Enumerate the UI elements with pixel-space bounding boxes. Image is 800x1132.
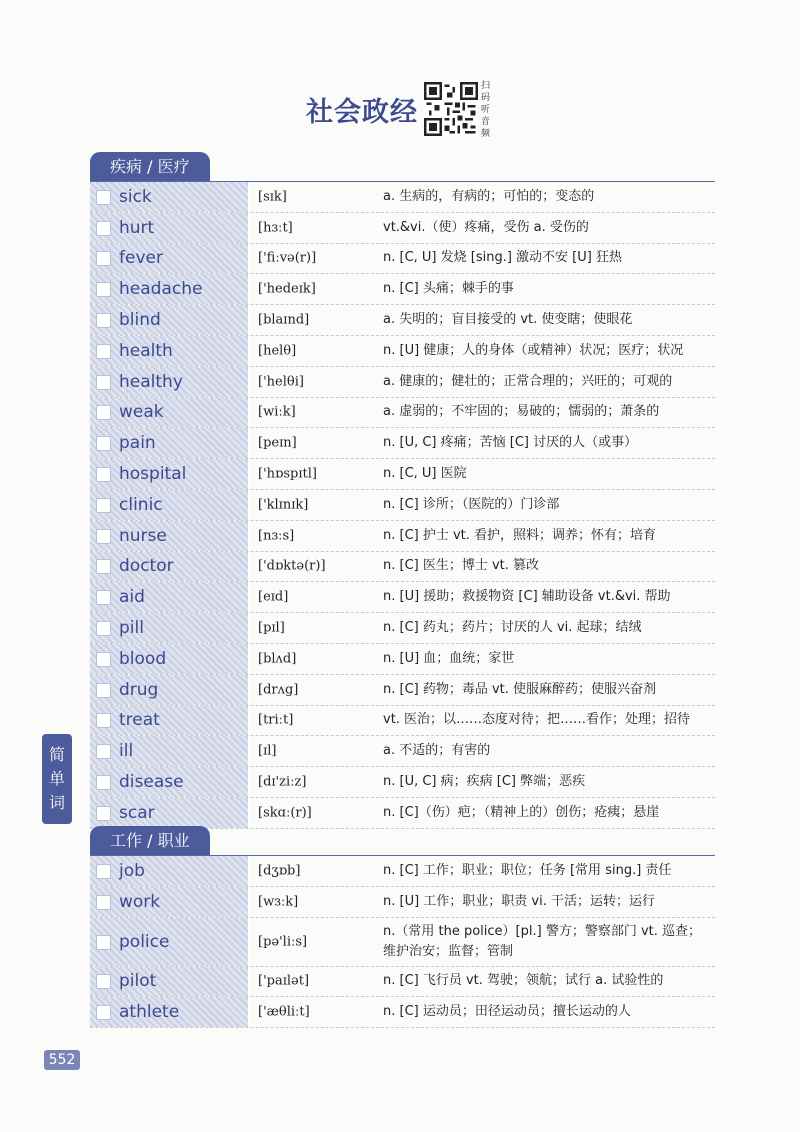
phonetic: [pɪl] [258,620,285,636]
definition: n. [U, C] 疼痛；苦恼 [C] 讨厌的人（或事） [383,435,638,451]
page-title: 社会政经 [306,97,418,128]
side-tab-char: 词 [48,793,65,812]
vocab-word: fever [119,248,163,269]
phonetic: [dɪ'ziːz] [258,774,307,790]
vocab-word: job [119,860,145,881]
word-cell [90,856,250,886]
definition: n. [U, C] 病；疾病 [C] 弊端；恶疾 [383,774,586,790]
vocab-word: weak [119,402,164,423]
vocab-word: nurse [119,525,167,546]
definition: n. [C, U] 发烧 [sing.] 激动不安 [U] 狂热 [383,250,622,266]
definition: n. [C] 飞行员 vt. 驾驶；领航；试行 a. 试验性的 [383,973,664,989]
phonetic: [dʒɒb] [258,863,301,879]
word-cell [90,552,250,582]
vocab-word: headache [119,279,203,300]
word-cell [90,244,250,274]
definition: n. [C] 工作；职业；职位；任务 [常用 sing.] 责任 [383,862,672,878]
vocab-word: pain [119,433,156,454]
checkbox[interactable] [96,559,111,574]
phonetic: [hɜːt] [258,220,293,236]
vocab-row [90,367,715,398]
word-cell [90,706,250,736]
word-cell [90,274,250,304]
definition: n. [C] 运动员；田径运动员；擅长运动的人 [383,1004,631,1020]
checkbox[interactable] [96,713,111,728]
checkbox[interactable] [96,405,111,420]
vocab-word: hospital [119,464,187,485]
checkbox[interactable] [96,313,111,328]
word-cell [90,887,250,917]
vocab-row [90,521,715,552]
checkbox[interactable] [96,498,111,513]
definition: n. [C, U] 医院 [383,466,467,482]
vocab-word: blind [119,310,161,331]
vocab-word: hurt [119,217,155,238]
checkbox[interactable] [96,221,111,236]
checkbox[interactable] [96,190,111,205]
vocab-row [90,997,715,1028]
checkbox[interactable] [96,744,111,759]
phonetic: ['æθliːt] [258,1004,310,1020]
qr-code-icon [424,82,478,136]
section-header: 工作 / 职业 [90,826,210,856]
vocab-word: scar [119,802,155,823]
checkbox[interactable] [96,282,111,297]
vocab-word: doctor [119,556,174,577]
definition: a. 生病的，有病的；可怕的；变态的 [383,188,595,204]
side-tab-simple-words [42,734,72,824]
phonetic: [drʌg] [258,682,299,698]
word-cell [90,675,250,705]
checkbox[interactable] [96,529,111,544]
phonetic: [wɜːk] [258,894,299,910]
phonetic: [ɪl] [258,743,277,759]
checkbox[interactable] [96,652,111,667]
side-tab-char: 单 [48,769,65,788]
definition: n. [C]（伤）疤；（精神上的）创伤；疮痍；悬崖 [383,804,660,820]
vocab-row [90,244,715,275]
vocab-word: healthy [119,371,183,392]
vocab-word: treat [119,710,160,731]
word-cell [90,459,250,489]
checkbox[interactable] [96,436,111,451]
vocab-row [90,552,715,583]
phonetic: ['hɒspɪtl] [258,466,317,482]
phonetic: [triːt] [258,712,294,728]
word-cell [90,798,250,828]
phonetic: [wiːk] [258,404,296,420]
checkbox[interactable] [96,974,111,989]
phonetic: [helθ] [258,343,297,359]
definition: n. [U] 援助；救援物资 [C] 辅助设备 vt.&vi. 帮助 [383,589,671,605]
vocab-row [90,336,715,367]
definition: vt. 医治；以……态度对待；把……看作；处理；招待 [383,712,691,728]
phonetic: [sɪk] [258,189,287,205]
vocab-word: work [119,891,161,912]
vocab-row [90,767,715,798]
vocab-row [90,675,715,706]
vocab-word: blood [119,648,167,669]
vocab-row [90,305,715,336]
vocab-row [90,274,715,305]
vocab-word: ill [119,741,134,762]
phonetic: [blaɪnd] [258,312,310,328]
vocab-word: pill [119,618,144,639]
side-tab-char: 简 [48,745,65,764]
vocab-row [90,459,715,490]
vocab-row [90,918,715,967]
vocab-row [90,182,715,213]
definition: a. 不适的；有害的 [383,743,491,759]
vocab-word: police [119,931,170,952]
definition: a. 健康的；健壮的；正常合理的；兴旺的；可观的 [383,373,673,389]
checkbox[interactable] [96,683,111,698]
vocab-word: drug [119,679,159,700]
definition: n. [U] 血；血统；家世 [383,650,515,666]
vocab-row [90,706,715,737]
definition: n. [C] 药物；毒品 vt. 使服麻醉药；使服兴奋剂 [383,681,657,697]
phonetic: ['fiːvə(r)] [258,250,317,266]
checkbox[interactable] [96,375,111,390]
definition: n. [U] 健康；人的身体（或精神）状况；医疗；状况 [383,342,684,358]
checkbox[interactable] [96,621,111,636]
word-cell [90,736,250,766]
vocab-word: pilot [119,971,157,992]
word-cell [90,182,250,212]
vocab-word: athlete [119,1002,180,1023]
page-number: 552 [44,1050,80,1070]
checkbox[interactable] [96,467,111,482]
definition: n. [C] 头痛；棘手的事 [383,281,514,297]
word-cell [90,767,250,797]
vocab-row [90,887,715,918]
checkbox[interactable] [96,806,111,821]
vocab-row [90,490,715,521]
phonetic: [nɜːs] [258,528,295,544]
checkbox[interactable] [96,775,111,790]
qr-caption: 扫码听音频 [481,81,491,139]
definition: vt.&vi.（使）疼痛，受伤 a. 受伤的 [383,219,589,235]
definition: n. [U] 工作；职业；职责 vi. 干活；运转；运行 [383,893,655,909]
phonetic: ['hedeɪk] [258,281,316,297]
word-cell [90,997,250,1027]
vocab-table [90,856,715,1028]
phonetic: [peɪn] [258,435,297,451]
vocab-row [90,428,715,459]
phonetic: ['dɒktə(r)] [258,558,326,574]
checkbox[interactable] [96,935,111,950]
phonetic: [skɑː(r)] [258,805,312,821]
vocab-row [90,967,715,998]
vocab-row [90,644,715,675]
section-header: 疾病 / 医疗 [90,152,210,182]
vocab-word: health [119,340,173,361]
checkbox[interactable] [96,251,111,266]
word-cell [90,521,250,551]
vocab-row [90,398,715,429]
vocab-word: sick [119,186,152,207]
word-cell [90,367,250,397]
phonetic: ['klɪnɪk] [258,497,309,513]
definition: n. [C] 药丸；药片；讨厌的人 vi. 起球；结绒 [383,620,642,636]
vocab-row [90,736,715,767]
word-cell [90,398,250,428]
vocab-word: disease [119,772,184,793]
vocab-word: aid [119,587,145,608]
word-cell [90,213,250,243]
word-cell [90,613,250,643]
vocab-row [90,798,715,829]
definition: n. [C] 诊所；（医院的）门诊部 [383,496,560,512]
vocab-row [90,613,715,644]
vocab-row [90,582,715,613]
word-cell [90,644,250,674]
word-cell [90,305,250,335]
phonetic: [eɪd] [258,589,289,605]
phonetic: [blʌd] [258,651,297,667]
word-cell [90,336,250,366]
definition: a. 虚弱的；不牢固的；易破的；懦弱的；萧条的 [383,404,660,420]
phonetic: ['paɪlət] [258,973,310,989]
vocab-word: clinic [119,494,163,515]
word-cell [90,582,250,612]
checkbox[interactable] [96,895,111,910]
vocab-table [90,182,715,829]
definition: n.（常用 the police）[pl.] 警方；警察部门 vt. 巡查；维护治安；监督；管制 [383,923,702,959]
vocab-row [90,856,715,887]
word-cell [90,490,250,520]
word-cell [90,967,250,997]
phonetic: [pə'liːs] [258,934,308,950]
vocab-row [90,213,715,244]
checkbox[interactable] [96,590,111,605]
checkbox[interactable] [96,1005,111,1020]
checkbox[interactable] [96,864,111,879]
checkbox[interactable] [96,344,111,359]
word-cell [90,918,250,966]
phonetic: ['helθi] [258,374,304,390]
definition: n. [C] 护士 vt. 看护，照料；调养；怀有；培育 [383,527,657,543]
word-cell [90,428,250,458]
definition: a. 失明的；盲目接受的 vt. 使变瞎；使眼花 [383,312,633,328]
definition: n. [C] 医生；博士 vt. 篡改 [383,558,540,574]
